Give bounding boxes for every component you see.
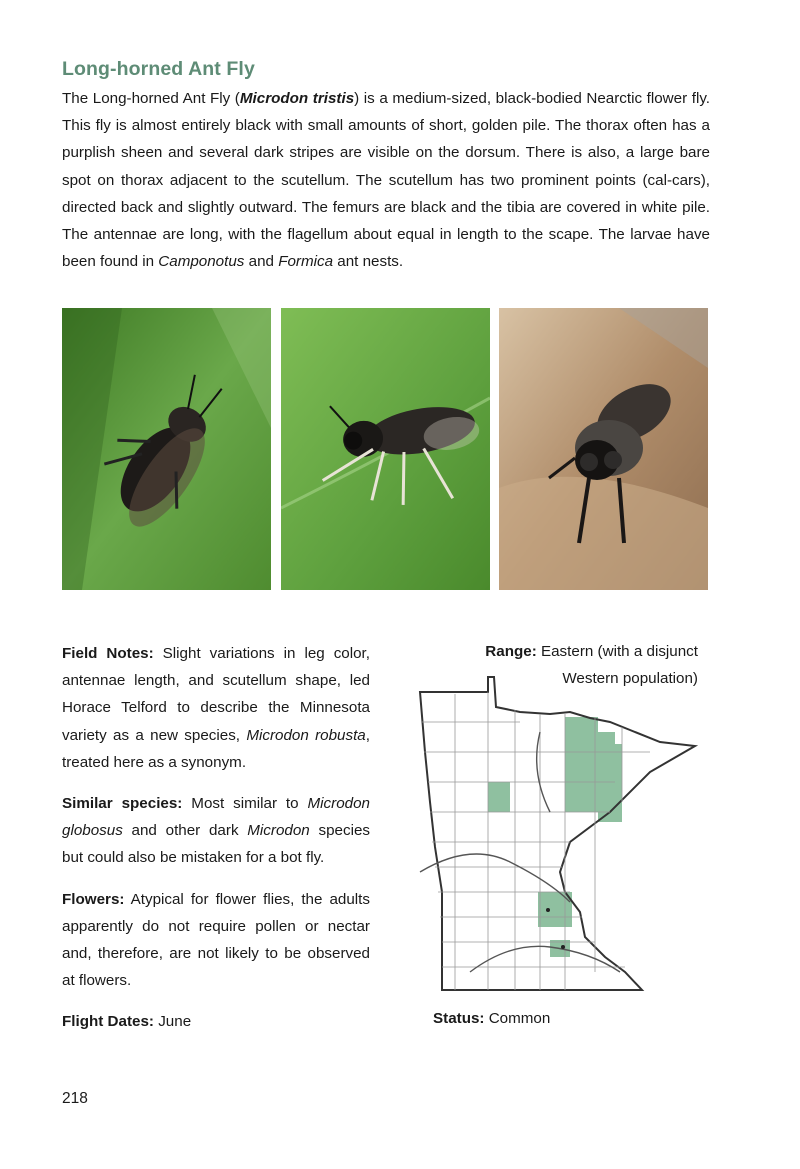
field-notes-label: Field Notes: [62,645,154,662]
range-map [410,672,700,1004]
similar-species-text: species but could also be mistaken for a bot fly. [62,822,370,867]
intro-paragraph [62,85,710,275]
species-name: Microdon tristis [239,90,355,107]
similar-species [62,790,370,872]
similar-species-label: Similar species: [62,795,183,813]
page-title: Long-horned Ant Fly [62,58,255,80]
flight-dates-label: Flight Dates: [62,1013,154,1031]
species-name: Microdon robusta [246,726,366,744]
notes-column [62,640,370,1050]
genus-name: Camponotus [158,253,245,271]
page-number: 218 [62,1090,88,1107]
status-label: Status: [433,1010,485,1027]
intro-text: ) is a medium-sized, black-bodied Nearctic flower fly. This fly is almost entirely black with small amounts of short, golden pile. The thorax often has a purplish sheen and several dark stripes are visible on the dorsum. There is also, a large bare spot on thorax adjacent to the scutellum. The scutellum has two prominent points (cal-cars), directed back and slightly outward. The femurs are black and the tibia are covered in white pile. The antennae are long, with the flagellum about equal in length to the scape. The larvae have been found in [62,90,711,271]
fly-on-leaf-photo-icon [281,308,490,590]
genus-name: Microdon [247,822,310,840]
minnesota-map-icon [410,672,700,1004]
field-notes-text: , treated here as a synonym. [62,726,370,771]
flowers [62,886,370,995]
similar-species-text: and other dark [122,822,248,840]
intro-text: ant nests. [333,253,404,271]
fly-photo-3 [499,308,708,590]
species-name: Microdon globosus [62,795,370,840]
field-notes [62,640,370,776]
genus-name: Formica [278,253,334,271]
flowers-label: Flowers: [62,890,125,908]
fly-on-leaf-photo-icon [62,308,271,590]
fly-photo-2 [281,308,490,590]
flowers-text: Atypical for flower flies, the adults apparently do not require pollen or nectar and, therefore, are not likely to be observed at flowers. [62,890,370,990]
status-value: Common [484,1010,551,1027]
flight-dates [62,1008,370,1035]
status [433,1005,550,1032]
range-label: Range: [485,643,537,660]
range-value: Eastern (with a disjunct Western population) [536,643,698,688]
intro-text: The Long-horned Ant Fly ( [62,90,240,107]
fly-on-dry-leaf-photo-icon [499,308,708,590]
similar-species-text: Most similar to [182,795,308,813]
flight-dates-value: June [153,1013,192,1031]
intro-text: and [244,253,279,271]
field-notes-text: Slight variations in leg color, antennae length, and scutellum shape, led Horace Telford to describe the Minnesota variety as a new species, [62,645,370,744]
fly-photo-1 [62,308,271,590]
